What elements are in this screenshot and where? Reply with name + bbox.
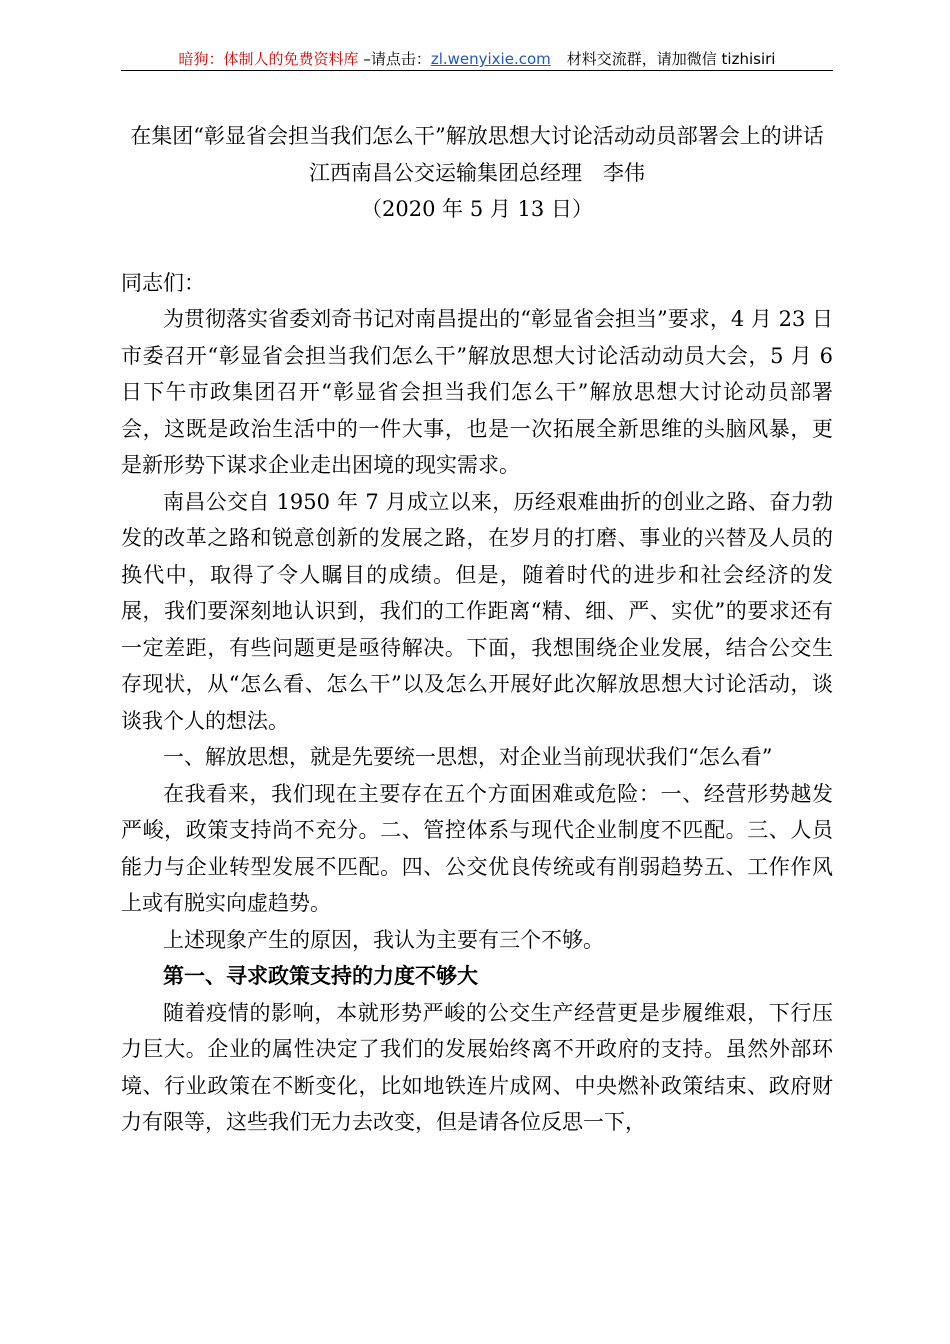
paragraph: 上述现象产生的原因，我认为主要有三个不够。 — [163, 927, 604, 952]
section-heading: 一、解放思想，就是先要统一思想，对企业当前现状我们“怎么看” — [163, 745, 773, 769]
page-header — [121, 48, 833, 70]
document-speaker: 江西南昌公交运输集团总经理 李伟 — [309, 160, 645, 185]
paragraph: 南昌公交自 1950 年 7 月成立以来，历经艰难曲折的创业之路、奋力勃发的改革之路和锐意创新的发展之路，在岁月的打磨、事业的兴替及人员的换代中，取得了令人瞩目的成绩。但是，随着时代的进步和社会经济的发展，我们要深刻地认识到，我们的工作距离“精、细、严、实优”的要求还有一定差距，有些问题更是亟待解决。下面，我想围绕企业发展，结合公交生存现状，从“怎么看、怎么干”以及怎么开展好此次解放思想大讨论活动，谈谈我个人的想法。 — [121, 489, 833, 733]
header-group-info: 材料交流群，请加微信 tizhisiri — [566, 50, 776, 68]
subheading: 第一、寻求政策支持的力度不够大 — [163, 963, 478, 988]
paragraph: 为贯彻落实省委刘奇书记对南昌提出的“彰显省会担当”要求，4 月 23 日市委召开“彰显省会担当我们怎么干”解放思想大讨论活动动员大会，5 月 6 日下午市政集团召开“彰显省会担当我们怎么干”解放思想大讨论动员部署会，这既是政治生活中的一件大事，也是一次拓展全新思维的头脑风暴，更是新形势下谋求企业走出困境的现实需求。 — [121, 307, 833, 477]
document-date: （2020 年 5 月 13 日） — [361, 197, 593, 221]
header-divider — [121, 70, 833, 71]
header-brand: 暗狗：体制人的免费资料库 — [178, 50, 359, 68]
header-separator: –请点击： — [358, 50, 431, 68]
document-body — [121, 118, 833, 1141]
paragraph: 在我看来，我们现在主要存在五个方面困难或危险：一、经营形势越发严峻，政策支持尚不充分。二、管控体系与现代企业制度不匹配。三、人员能力与企业转型发展不匹配。四、公交优良传统或有削弱趋势五、工作作风上或有脱实向虚趋势。 — [121, 781, 833, 915]
salutation: 同志们： — [121, 270, 205, 295]
paragraph: 随着疫情的影响，本就形势严峻的公交生产经营更是步履维艰，下行压力巨大。企业的属性决定了我们的发展始终离不开政府的支持。虽然外部环境、行业政策在不断变化，比如地铁连片成网、中央燃补政策结束、政府财力有限等，这些我们无力去改变，但是请各位反思一下， — [121, 1000, 833, 1134]
header-link[interactable]: zl.wenyixie.com — [430, 50, 551, 68]
document-title: 在集团“彰显省会担当我们怎么干”解放思想大讨论活动动员部署会上的讲话 — [130, 124, 824, 148]
